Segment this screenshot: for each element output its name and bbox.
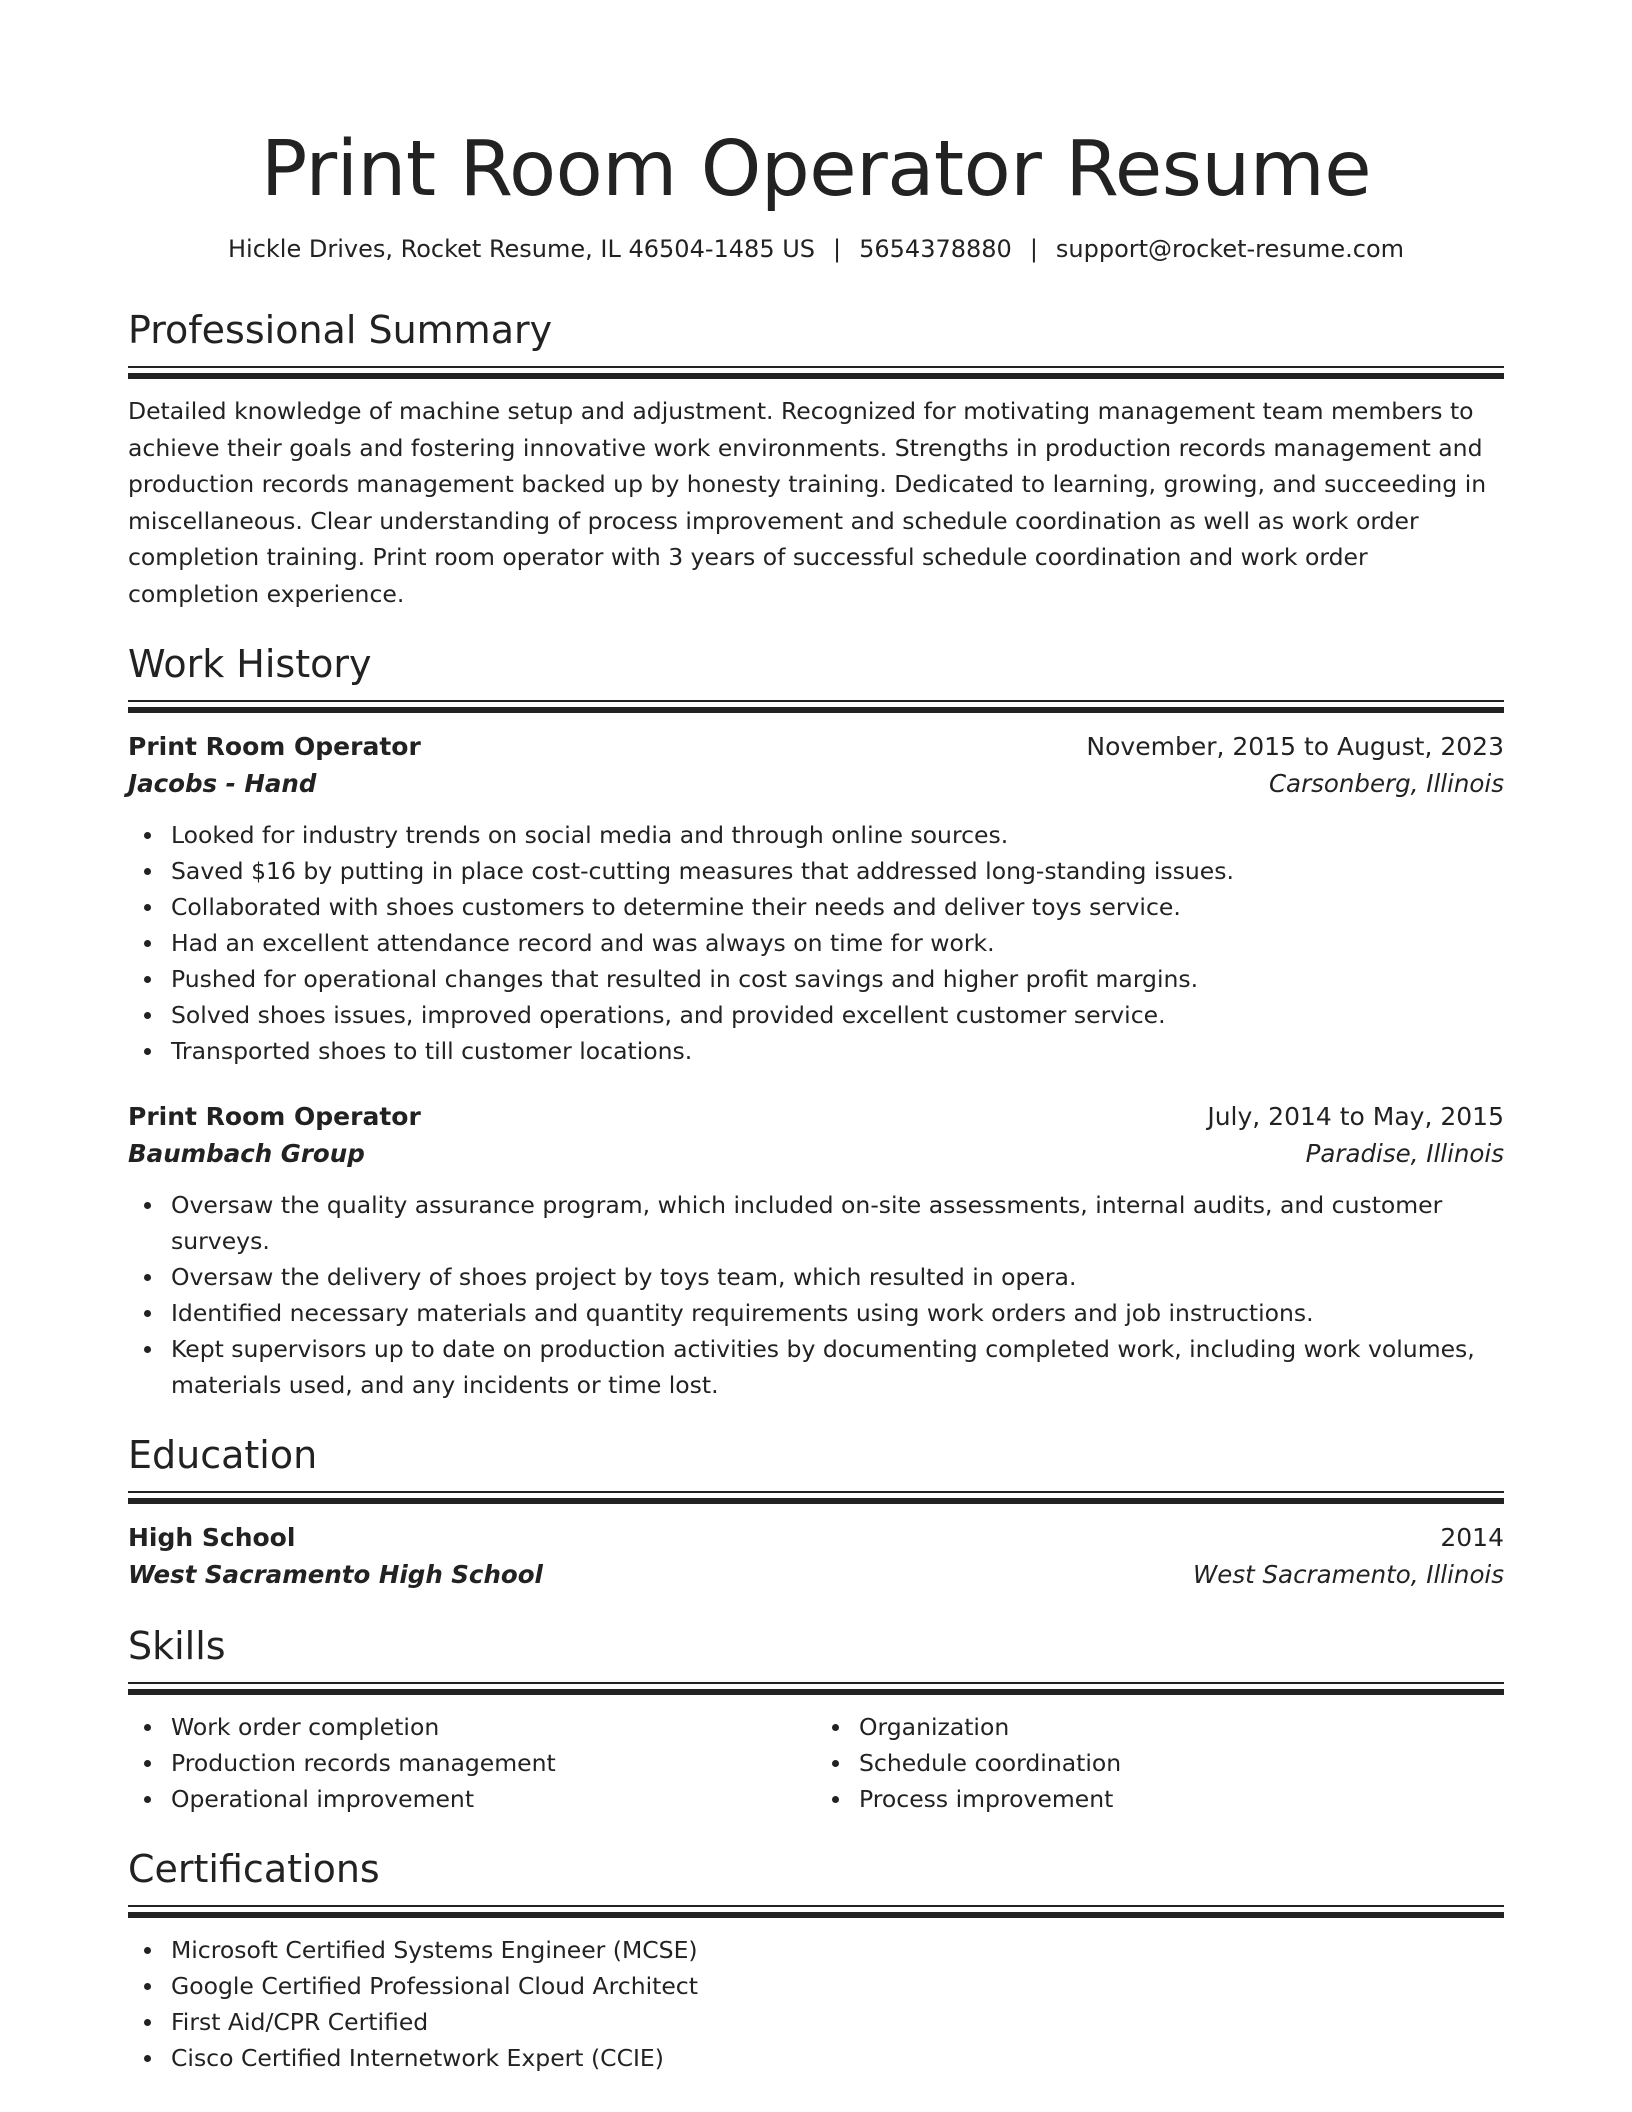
skills-grid bbox=[128, 1709, 1504, 1817]
contact-email[interactable]: support@rocket-resume.com bbox=[1055, 235, 1404, 263]
job-company: Jacobs - Hand bbox=[128, 769, 317, 798]
list-item: Process improvement bbox=[816, 1781, 1504, 1817]
section-divider bbox=[128, 1912, 1504, 1918]
contact-line bbox=[128, 232, 1504, 266]
section-heading-work: Work History bbox=[128, 642, 372, 686]
summary-section bbox=[128, 306, 1504, 612]
education-school: West Sacramento High School bbox=[128, 1560, 543, 1589]
skills-left-column bbox=[128, 1709, 816, 1817]
contact-separator: | bbox=[833, 235, 842, 263]
list-item: Google Certified Professional Cloud Architect bbox=[128, 1968, 1504, 2004]
education-year: 2014 bbox=[1440, 1523, 1504, 1552]
contact-separator: | bbox=[1029, 235, 1038, 263]
section-divider bbox=[128, 707, 1504, 713]
education-degree: High School bbox=[128, 1523, 296, 1552]
section-divider bbox=[128, 1905, 1504, 1907]
list-item: Identified necessary materials and quantity requirements using work orders and job instructions. bbox=[128, 1295, 1504, 1331]
certifications-list bbox=[128, 1932, 1504, 2076]
list-item: Collaborated with shoes customers to determine their needs and deliver toys service. bbox=[128, 889, 1504, 925]
resume-title: Print Room Operator Resume bbox=[260, 125, 1372, 214]
job-dates: July, 2014 to May, 2015 bbox=[1207, 1102, 1504, 1131]
job-subheader bbox=[128, 1135, 1504, 1173]
job-dates: November, 2015 to August, 2023 bbox=[1086, 732, 1504, 761]
list-item: Looked for industry trends on social media and through online sources. bbox=[128, 817, 1504, 853]
list-item: Schedule coordination bbox=[816, 1745, 1504, 1781]
list-item: Had an excellent attendance record and was always on time for work. bbox=[128, 925, 1504, 961]
job-header bbox=[128, 1099, 1504, 1135]
section-heading-certifications: Certifications bbox=[128, 1847, 380, 1891]
list-item: Transported shoes to till customer locations. bbox=[128, 1033, 1504, 1069]
contact-phone: 5654378880 bbox=[859, 235, 1012, 263]
section-divider bbox=[128, 1498, 1504, 1504]
section-divider bbox=[128, 366, 1504, 368]
list-item: Saved $16 by putting in place cost-cutting measures that addressed long-standing issues. bbox=[128, 853, 1504, 889]
job-subheader bbox=[128, 765, 1504, 803]
job-bullets bbox=[128, 817, 1504, 1069]
list-item: Oversaw the quality assurance program, which included on-site assessments, internal audits, and customer surveys. bbox=[128, 1187, 1504, 1259]
job-location: Paradise, Illinois bbox=[1305, 1139, 1504, 1168]
list-item: Solved shoes issues, improved operations, and provided excellent customer service. bbox=[128, 997, 1504, 1033]
education-header bbox=[128, 1520, 1504, 1556]
job-company: Baumbach Group bbox=[128, 1139, 365, 1168]
job-location: Carsonberg, Illinois bbox=[1268, 769, 1504, 798]
skills-section bbox=[128, 1622, 1504, 1817]
section-divider bbox=[128, 1491, 1504, 1493]
list-item: Pushed for operational changes that resulted in cost savings and higher profit margins. bbox=[128, 961, 1504, 997]
summary-text: Detailed knowledge of machine setup and adjustment. Recognized for motivating management team members to achieve their goals and fostering innovative work environments. Strengths in production records management and production records management backed up by honesty training. Dedicated to learning, growing, and succeeding in miscellaneous. Clear understanding of process improvement and schedule coordination as well as work order completion training. Print room operator with 3 years of successful schedule coordination and work order completion experience. bbox=[128, 397, 1487, 608]
job-title: Print Room Operator bbox=[128, 732, 421, 761]
section-divider bbox=[128, 1689, 1504, 1695]
section-divider bbox=[128, 700, 1504, 702]
education-subheader bbox=[128, 1556, 1504, 1594]
skills-right-column bbox=[816, 1709, 1504, 1817]
job-header bbox=[128, 729, 1504, 765]
section-heading-summary: Professional Summary bbox=[128, 308, 553, 352]
section-divider bbox=[128, 373, 1504, 379]
job-bullets bbox=[128, 1187, 1504, 1403]
job-entry bbox=[128, 1099, 1504, 1403]
list-item: Microsoft Certified Systems Engineer (MCSE) bbox=[128, 1932, 1504, 1968]
contact-address: Hickle Drives, Rocket Resume, IL 46504-1485 US bbox=[228, 235, 816, 263]
work-history-section bbox=[128, 640, 1504, 1403]
list-item: Cisco Certified Internetwork Expert (CCIE) bbox=[128, 2040, 1504, 2076]
list-item: First Aid/CPR Certified bbox=[128, 2004, 1504, 2040]
section-heading-education: Education bbox=[128, 1433, 318, 1477]
job-title: Print Room Operator bbox=[128, 1102, 421, 1131]
list-item: Oversaw the delivery of shoes project by toys team, which resulted in opera. bbox=[128, 1259, 1504, 1295]
list-item: Operational improvement bbox=[128, 1781, 816, 1817]
list-item: Work order completion bbox=[128, 1709, 816, 1745]
education-entry bbox=[128, 1520, 1504, 1594]
list-item: Production records management bbox=[128, 1745, 816, 1781]
section-heading-skills: Skills bbox=[128, 1624, 226, 1668]
education-location: West Sacramento, Illinois bbox=[1193, 1560, 1504, 1589]
list-item: Organization bbox=[816, 1709, 1504, 1745]
certifications-section bbox=[128, 1845, 1504, 2076]
section-divider bbox=[128, 1682, 1504, 1684]
list-item: Kept supervisors up to date on production activities by documenting completed work, including work volumes, materials used, and any incidents or time lost. bbox=[128, 1331, 1504, 1403]
job-entry bbox=[128, 729, 1504, 1069]
education-section bbox=[128, 1431, 1504, 1594]
